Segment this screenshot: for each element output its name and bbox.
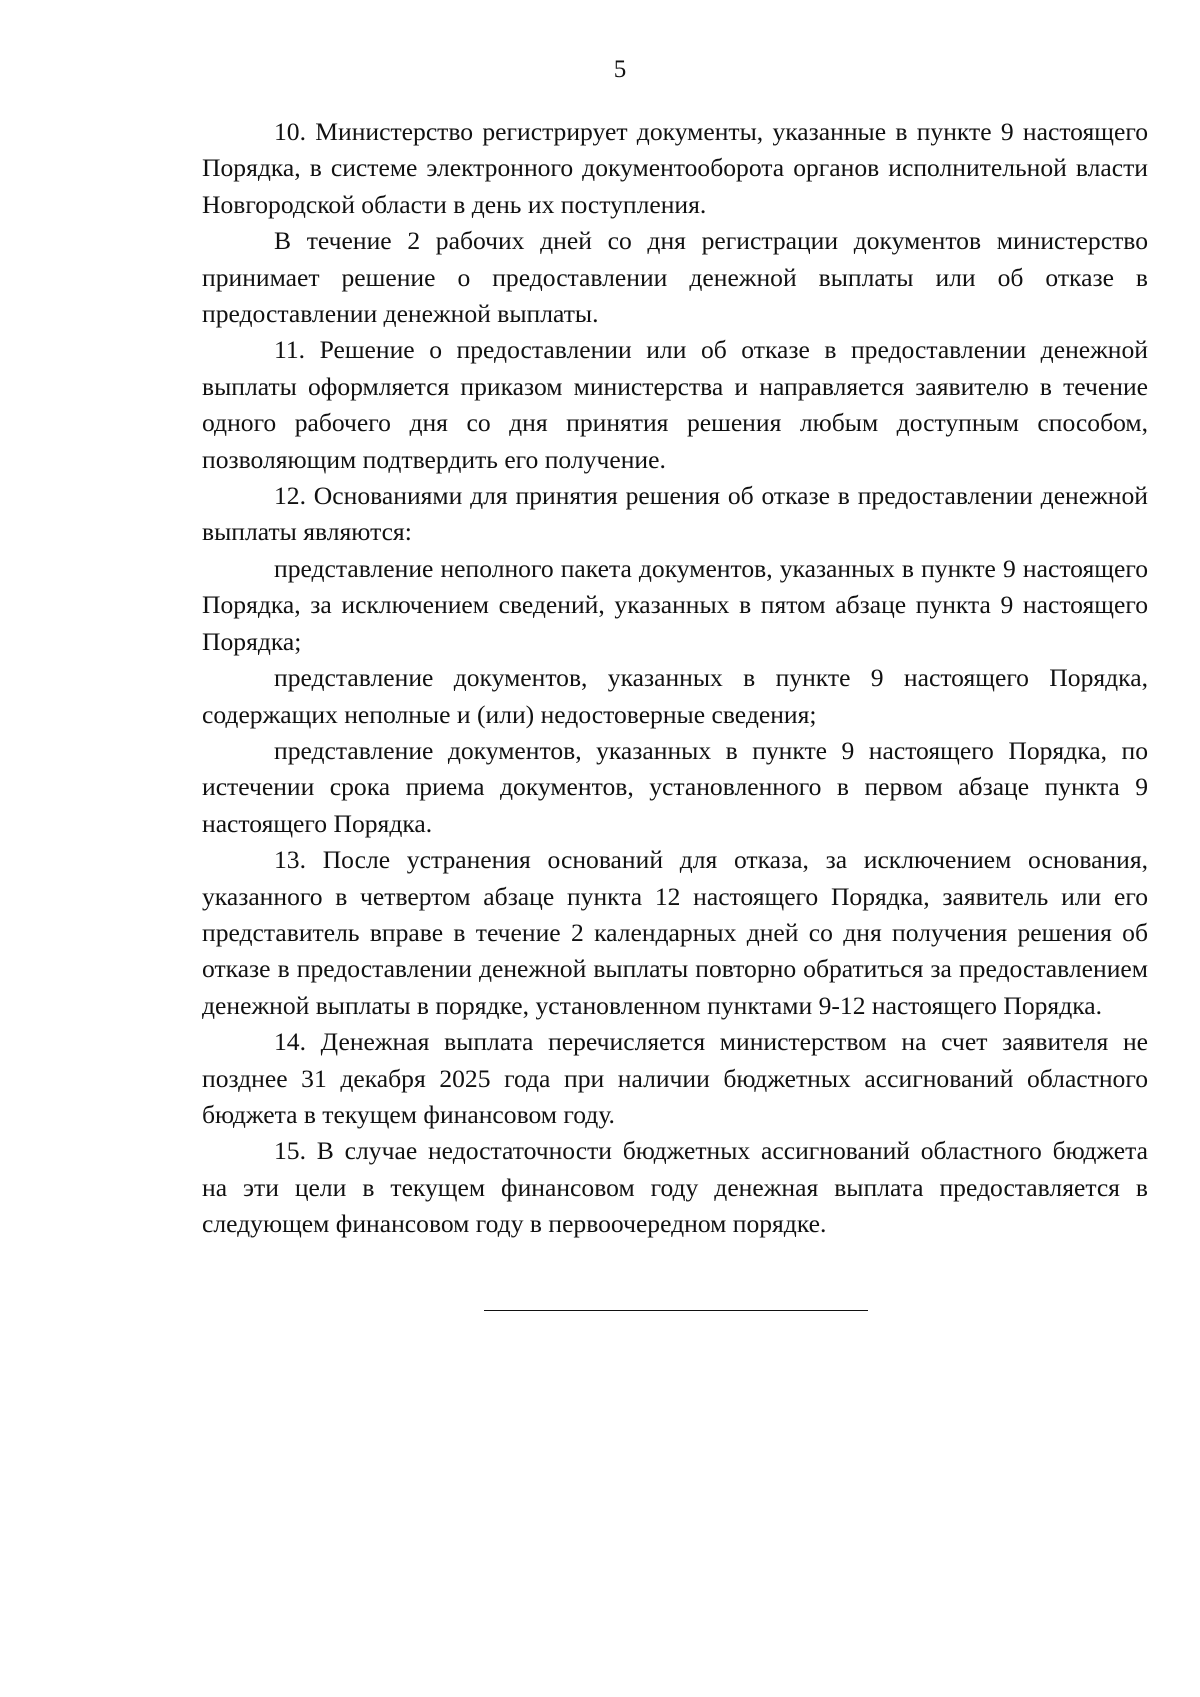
paragraph-14-payment-transfer: 14. Денежная выплата перечисляется министерством на счет заявителя не позднее 31 декабря 2025 года при наличии бюджетных ассигнований областного бюджета в текущем финансовом году. <box>202 1027 1148 1129</box>
document-body <box>202 114 1148 1243</box>
page-number: 5 <box>613 56 627 83</box>
refusal-ground-incomplete-package: представление неполного пакета документов, указанных в пункте 9 настоящего Порядка, за исключением сведений, указанных в пятом абзаце пункта 9 настоящего Порядка; <box>202 553 1148 656</box>
paragraph-10-decision-term: В течение 2 рабочих дней со дня регистрации документов министерство принимает решение о предоставлении денежной выплаты или об отказе в предоставлении денежной выплаты. <box>202 226 1148 329</box>
paragraph-10-registration: 10. Министерство регистрирует документы, указанные в пункте 9 настоящего Порядка, в системе электронного документооборота органов исполнительной власти Новгородской области в день их поступления. <box>202 117 1148 219</box>
end-of-document-rule <box>484 1310 868 1311</box>
refusal-ground-incomplete-info: представление документов, указанных в пункте 9 настоящего Порядка, содержащих неполные и (или) недостоверные сведения; <box>202 663 1148 729</box>
paragraph-12-refusal-grounds: 12. Основаниями для принятия решения об отказе в предоставлении денежной выплаты являются: <box>202 481 1148 547</box>
paragraph-11-decision-order: 11. Решение о предоставлении или об отказе в предоставлении денежной выплаты оформляется приказом министерства и направляется заявителю в течение одного рабочего дня со дня принятия решения любым доступным способом, позволяющим подтвердить его получение. <box>202 335 1148 474</box>
paragraph-13-resubmission: 13. После устранения оснований для отказа, за исключением основания, указанного в четвертом абзаце пункта 12 настоящего Порядка, заявитель или его представитель вправе в течение 2 календарных дней со дня получения решения об отказе в предоставлении денежной выплаты повторно обратиться за предоставлением денежной выплаты в порядке, установленном пунктами 9-12 настоящего Порядка. <box>202 845 1148 1020</box>
paragraph-15-insufficient-funds: 15. В случае недостаточности бюджетных ассигнований областного бюджета на эти цели в текущем финансовом году денежная выплата предоставляется в следующем финансовом году в первоочередном порядке. <box>202 1136 1148 1239</box>
refusal-ground-deadline-missed: представление документов, указанных в пункте 9 настоящего Порядка, по истечении срока приема документов, установленного в первом абзаце пункта 9 настоящего Порядка. <box>202 735 1148 838</box>
